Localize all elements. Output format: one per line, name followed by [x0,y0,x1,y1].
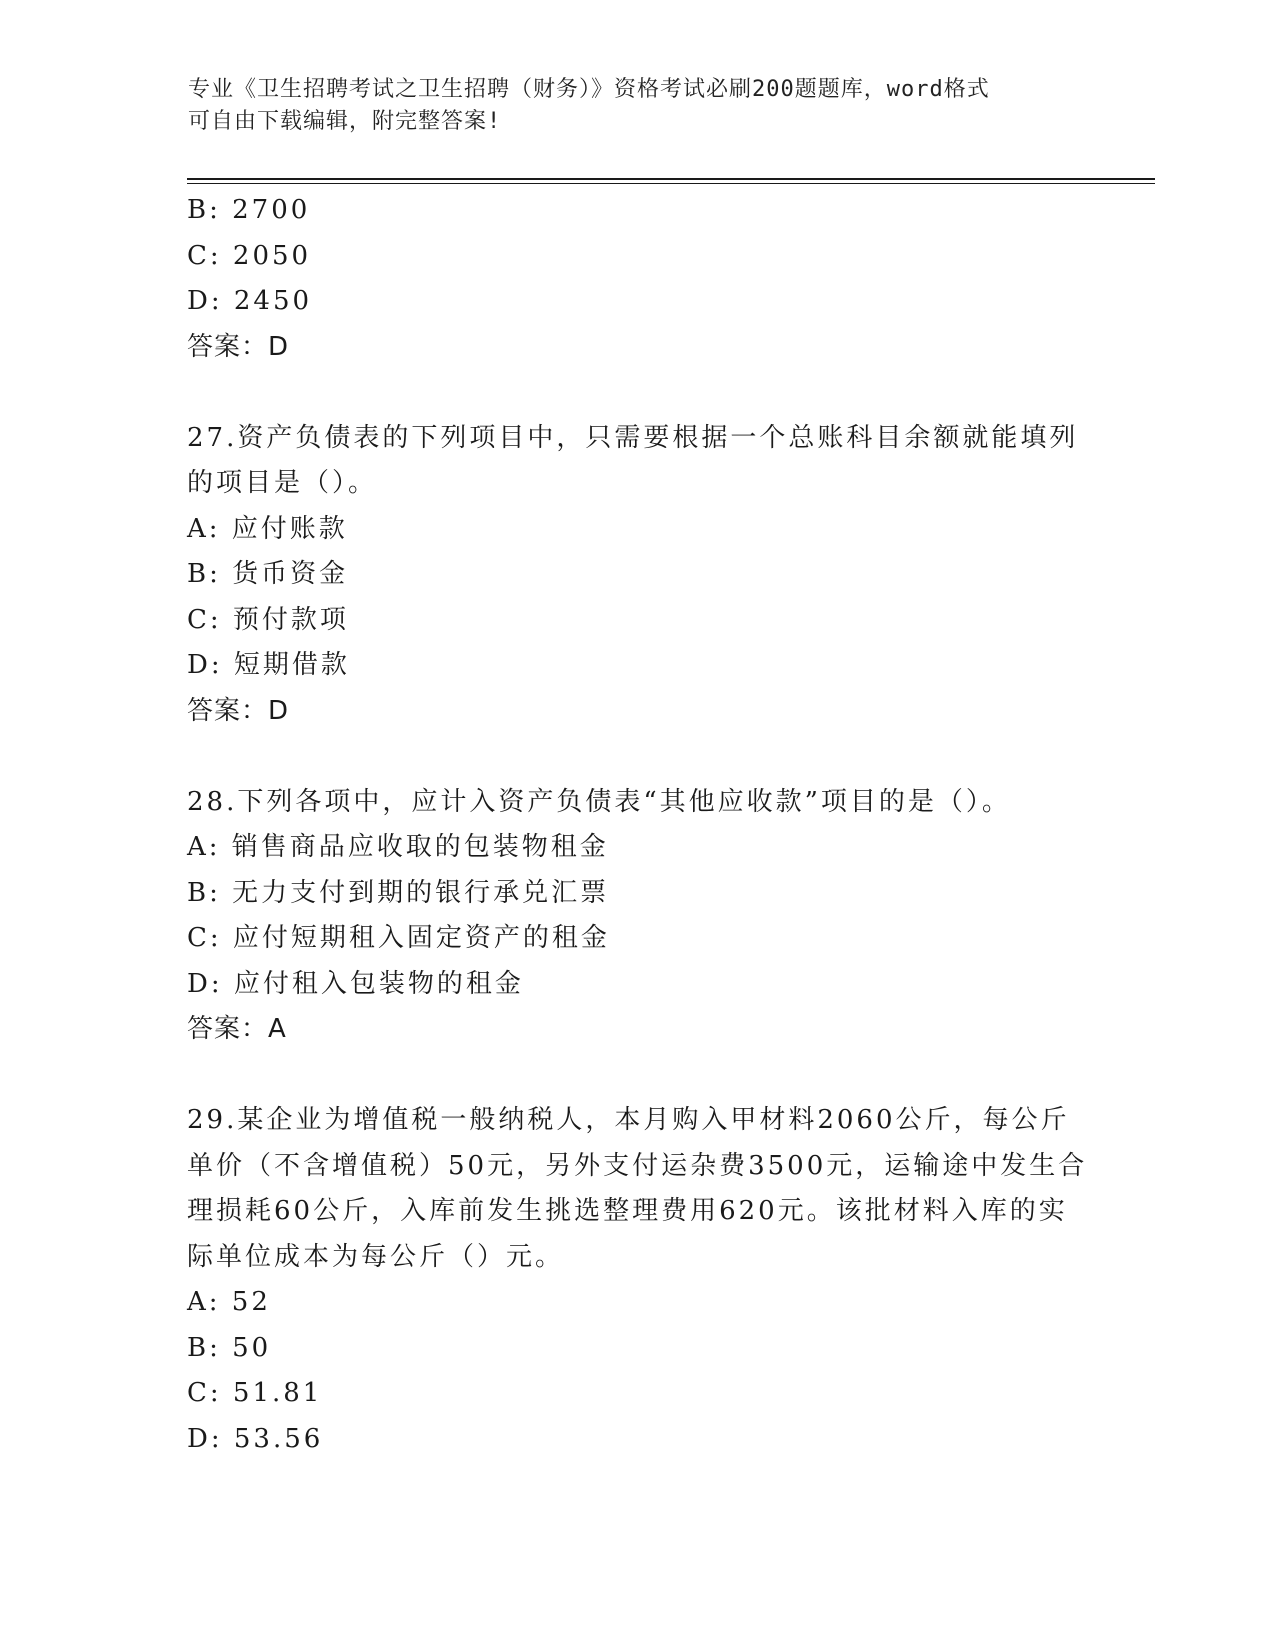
previous-question-tail [187,188,1087,370]
option-c: C: 51.81 [187,1378,323,1408]
spacer [187,734,1087,780]
question-stem: 理损耗60公斤，入库前发生挑选整理费用620元。该批材料入库的实 [187,1196,1068,1226]
question-28 [187,780,1087,1053]
header-line-1: 专业《卫生招聘考试之卫生招聘（财务）》资格考试必刷200题题库，word格式 [188,77,990,102]
option-d: D: 短期借款 [187,650,350,680]
option-a: A: 应付账款 [187,513,348,544]
option-b: B: 50 [187,1332,272,1363]
option-d: D: 应付租入包装物的租金 [187,968,524,999]
question-stem: 的项目是（）。 [187,468,378,498]
header-divider [187,178,1155,184]
question-stem: 际单位成本为每公斤（）元。 [187,1241,565,1272]
option-a: A: 销售商品应收取的包装物租金 [187,832,609,862]
option-b: B: 2700 [187,195,311,225]
question-stem: 28.下列各项中，应计入资产负债表“其他应收款”项目的是（）。 [187,786,1011,817]
option-d: D: 53.56 [187,1423,324,1454]
header-line-2: 可自由下载编辑，附完整答案! [188,109,502,134]
question-stem: 单价（不含增值税）50元，另外支付运杂费3500元，运输途中发生合 [187,1150,1088,1181]
option-c: C: 应付短期租入固定资产的租金 [187,923,610,953]
document-header [188,74,1068,138]
question-29 [187,1098,1087,1462]
option-c: C: 预付款项 [187,604,349,635]
option-c: C: 2050 [187,240,312,271]
option-b: B: 无力支付到期的银行承兑汇票 [187,877,610,908]
option-d: D: 2450 [187,286,313,316]
question-stem: 27.资产负债表的下列项目中，只需要根据一个总账科目余额就能填列 [187,422,1079,453]
answer-line: 答案：D [187,331,290,362]
option-a: A: 52 [187,1287,271,1317]
option-b: B: 货币资金 [187,559,349,589]
question-list [187,188,1087,1462]
spacer [187,370,1087,416]
question-stem: 29.某企业为增值税一般纳税人，本月购入甲材料2060公斤，每公斤 [187,1105,1070,1135]
spacer [187,1053,1087,1099]
question-27 [187,416,1087,735]
answer-line: 答案：D [187,695,290,726]
answer-line: 答案：A [187,1014,287,1044]
